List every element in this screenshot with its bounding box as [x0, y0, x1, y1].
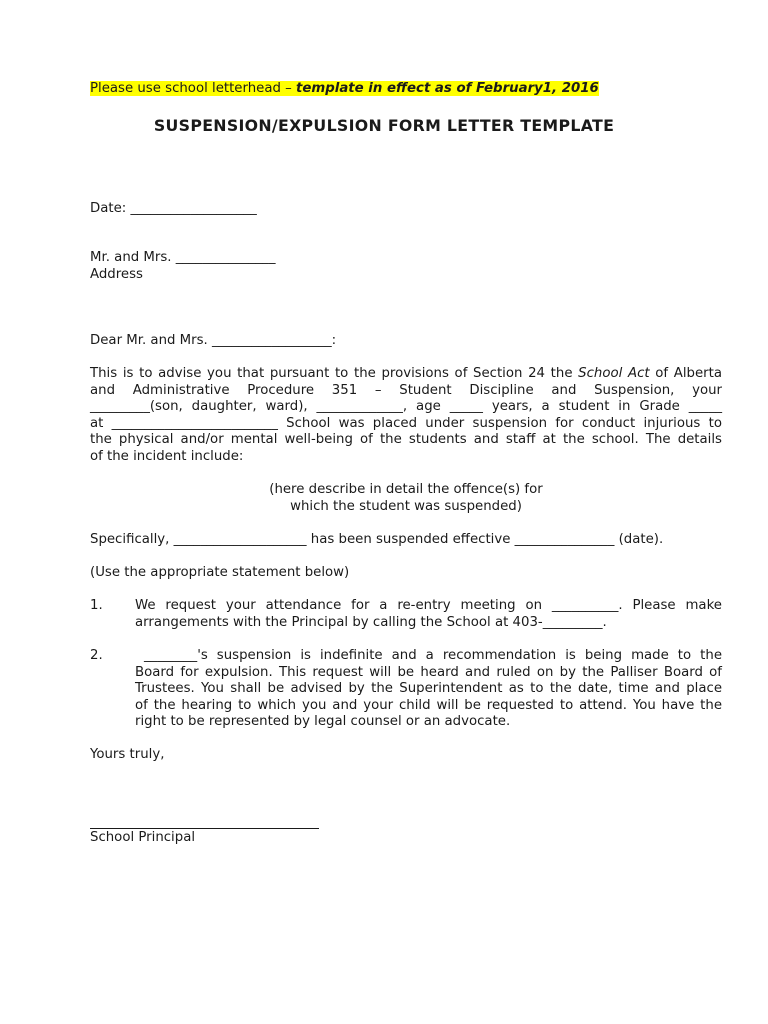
- paragraph-line: at _________________________ School was placed under suspension for conduct injurious to: [90, 415, 722, 431]
- paragraph-line: and Administrative Procedure 351 – Student Discipline and Suspension, your: [90, 382, 722, 398]
- offence-instruction: (here describe in detail the offence(s) for which the student was suspended): [269, 482, 543, 514]
- specifically-line: Specifically, ____________________ has been suspended effective _______________ (date).: [90, 532, 664, 547]
- option-number: 2.: [90, 648, 103, 663]
- school-act-title: School Act: [578, 366, 650, 381]
- option-reentry-meeting: We request your attendance for a re-entry meeting on __________. Please make arrangements with the Principal by calling the School at 403-_________.: [135, 598, 722, 630]
- paragraph-line: _________(son, daughter, ward), _____________, age _____ years, a student in Grade _____: [90, 399, 722, 414]
- signature-title: School Principal: [90, 830, 196, 845]
- option-number: 1.: [90, 598, 103, 613]
- paragraph-line: the physical and/or mental well-being of the students and staff at the school. The details: [90, 432, 722, 447]
- date-line: Date: ___________________: [90, 201, 257, 216]
- letterhead-notice: [90, 81, 599, 98]
- option-expulsion: ________'s suspension is indefinite and a recommendation is being made to the Board for expulsion. This request will be heard and ruled on by the Palliser Board of Trustees. You shall be advised by the Superintendent as to the date, time and place of the hearing to which you and your child will be requested to attend. You have the right to be represented by legal counsel or an advocate.: [135, 648, 722, 729]
- addressee-name: Mr. and Mrs. _______________: [90, 250, 276, 265]
- document-title: SUSPENSION/EXPULSION FORM LETTER TEMPLATE: [153, 116, 615, 135]
- signature-line: [90, 828, 319, 829]
- paragraph-line: of the incident include:: [90, 448, 244, 464]
- closing: Yours truly,: [90, 747, 165, 762]
- addressee-address: Address: [90, 267, 143, 282]
- paragraph-line: This is to advise you that pursuant to the provisions of Section 24 the School Act of Alberta: [90, 366, 722, 381]
- notice-effective-date: template in effect as of February1, 2016: [296, 81, 599, 96]
- salutation: Dear Mr. and Mrs. __________________:: [90, 333, 337, 348]
- use-statement-note: (Use the appropriate statement below): [90, 565, 350, 580]
- notice-prefix: Please use school letterhead –: [90, 81, 297, 96]
- notice-highlight: [90, 81, 599, 96]
- notice-paragraph: [90, 366, 722, 465]
